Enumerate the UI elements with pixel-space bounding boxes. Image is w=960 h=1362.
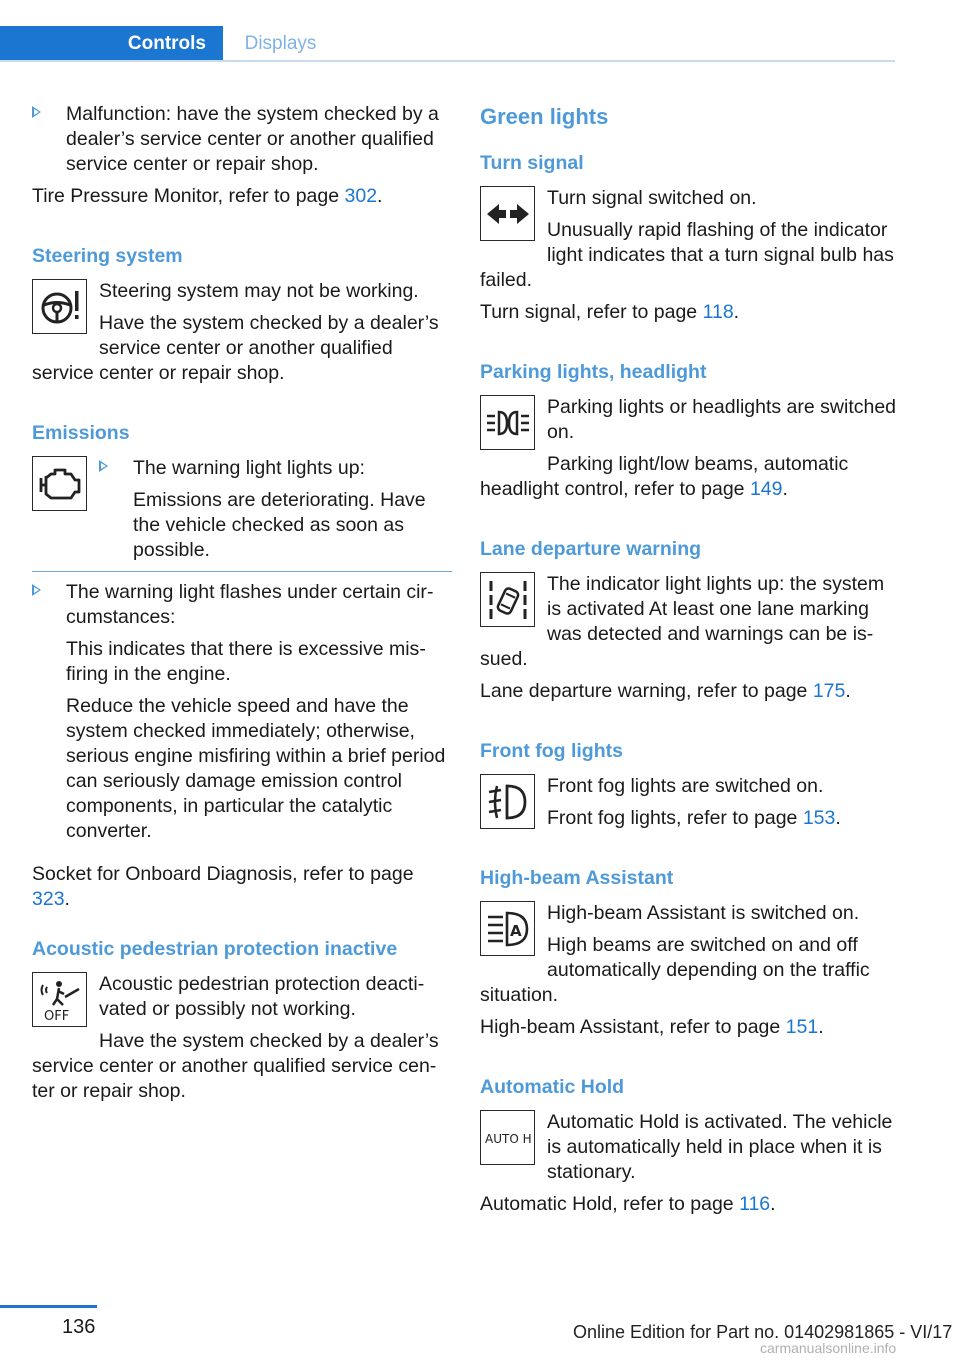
turn-ref: Turn signal, refer to page 118. [480,301,740,323]
emissions-b1-title: The warning light lights up: [133,457,365,479]
emissions-bullets [99,456,452,563]
tab-displays[interactable]: Displays [244,33,317,54]
obd-socket-ref: Socket for Onboard Diagnosis, refer to page 323. [32,863,414,910]
heading-green-lights: Green lights [480,104,609,129]
heading-automatic-hold: Automatic Hold [480,1076,625,1098]
page-link-323[interactable]: 323 [32,888,65,910]
engine-warning-icon [32,456,87,511]
heading-steering: Steering system [32,245,183,267]
lane-text-1: The indicator light lights up: the system is activated At least one lane marking was detected and warnings can be issued. [480,573,885,670]
section-lane-departure [480,536,898,704]
footer-rule [0,1305,97,1308]
auto-hold-icon [480,1110,535,1165]
acoustic-text-2: Have the system checked by a dealer’s service center or another qualified service center or repair shop. [32,1030,439,1102]
bullet-triangle-icon [32,106,41,118]
page-link-149[interactable]: 149 [749,478,783,500]
svg-text:A: A [509,921,522,940]
edition-text: Online Edition for Part no. 01402981865 - VI/17 [573,1322,953,1342]
page-link-175[interactable]: 175 [812,680,846,702]
emissions-b2-title: The warning light flashes under certain circumstances: [66,581,434,628]
right-column [480,102,898,1217]
pedestrian-off-icon [32,972,87,1027]
chapter-tabs [0,26,895,62]
fog-text-1: Front fog lights are switched on. [547,775,824,797]
bullet-malfunction [32,102,452,177]
page-link-302[interactable]: 302 [344,185,378,207]
heading-turn-signal: Turn signal [480,152,584,174]
section-front-fog [480,738,898,831]
tab-controls[interactable]: Controls [0,26,223,62]
heading-front-fog: Front fog lights [480,740,623,762]
watermark: carmanualsonline.info [760,1340,897,1356]
bullet-triangle-icon [32,584,41,596]
acoustic-text-1: Acoustic pedestrian protection deactivated or possibly not working. [99,973,425,1020]
autohold-ref: Automatic Hold, refer to page 116. [480,1193,776,1215]
front-fog-light-icon [480,774,535,829]
section-emissions [32,420,452,912]
lane-departure-icon [480,572,535,627]
steering-warning-icon [32,279,87,334]
bullet-lights-up [99,456,452,563]
page-number: 136 [62,1316,96,1338]
malfunction-text: Malfunction: have the system checked by a dealer’s service center or another qualified service center or repair shop. [66,103,439,175]
page-link-151[interactable]: 151 [785,1016,819,1038]
bullet-divider [32,571,452,572]
heading-high-beam: High-beam Assistant [480,867,674,889]
section-steering [32,243,452,386]
heading-acoustic: Acoustic pedestrian protection inactive [32,938,398,960]
emissions-b2-text-2: Reduce the vehicle speed and have the system checked immediately; otherwise, serious engine misfiring within a brief period can seriously damage emission control components, in particular the catalytic converter. [66,695,446,842]
page-link-116[interactable]: 116 [739,1193,771,1215]
turn-text-1: Turn signal switched on. [547,187,757,209]
lane-ref: Lane departure warning, refer to page 175. [480,680,851,702]
emissions-b1-text: Emissions are deteriorating. Have the vehicle checked as soon as possible. [133,489,426,561]
highbeam-text-2: High beams are switched on and off automatically depending on the traffic situation. [480,934,870,1006]
heading-parking-lights: Parking lights, headlight [480,361,707,383]
parking-light-icon [480,395,535,450]
turn-signal-icon [480,186,535,241]
heading-lane-departure: Lane departure warning [480,538,702,560]
highbeam-ref: High-beam Assistant, refer to page 151. [480,1016,824,1038]
left-column [32,102,452,1104]
page-link-118[interactable]: 118 [702,301,734,323]
section-high-beam [480,865,898,1040]
section-acoustic [32,936,452,1104]
bullet-flashes [32,580,452,844]
heading-emissions: Emissions [32,422,130,444]
steering-text-1: Steering system may not be working. [99,280,419,302]
section-automatic-hold [480,1074,898,1217]
emissions-b2-text-1: This indicates that there is excessive misfiring in the engine. [66,638,426,685]
bullet-triangle-icon [99,460,108,472]
tire-pressure-ref: Tire Pressure Monitor, refer to page 302. [32,185,383,207]
svg-text:AUTO H: AUTO H [484,1131,532,1146]
section-turn-signal [480,150,898,325]
fog-ref: Front fog lights, refer to page 153. [547,807,841,829]
steering-text-2: Have the system checked by a dealer’s service center or another qualified service center or repair shop. [32,312,439,384]
turn-text-2: Unusually rapid flashing of the indicator light indicates that a turn signal bulb has failed. [480,219,894,291]
parking-ref: Parking light/low beams, automatic headlight control, refer to page 149. [480,453,849,500]
svg-text:OFF: OFF [43,1008,69,1023]
high-beam-assistant-icon [480,901,535,956]
autohold-text-1: Automatic Hold is activated. The vehicle is automatically held in place when it is stationary. [547,1111,893,1183]
highbeam-text-1: High-beam Assistant is switched on. [547,902,860,924]
page-link-153[interactable]: 153 [802,807,836,829]
header-rule [0,60,895,62]
section-parking-lights [480,359,898,502]
parking-text-1: Parking lights or headlights are switched on. [547,396,897,443]
